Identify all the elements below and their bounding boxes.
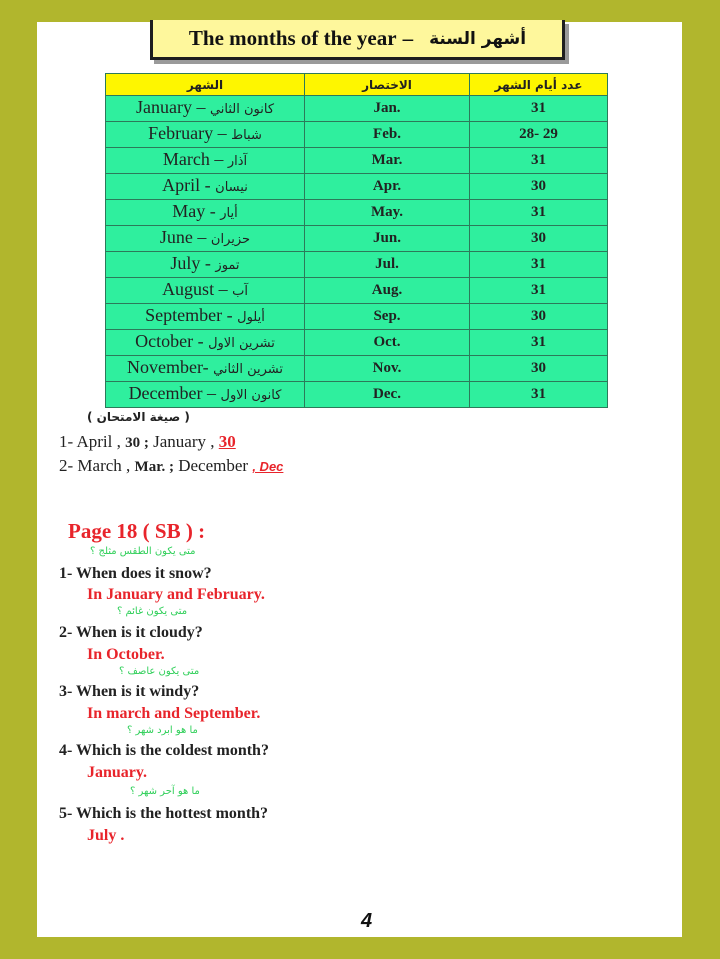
answer-1: In January and February.	[87, 586, 265, 603]
month-name-cell	[106, 226, 305, 252]
question-1	[59, 565, 212, 583]
abbr-cell: Jan.	[305, 96, 470, 122]
page-number: 4	[361, 910, 373, 932]
month-name-cell	[106, 252, 305, 278]
question-2	[59, 624, 203, 642]
abbr-cell: May.	[305, 200, 470, 226]
exam-format-title: ( صيغة الامتحان )	[87, 410, 190, 424]
days-cell: 31	[470, 382, 608, 408]
page-title	[150, 20, 565, 60]
table-row	[106, 330, 608, 356]
table-row	[106, 226, 608, 252]
table-row	[106, 304, 608, 330]
month-name-cell	[106, 278, 305, 304]
abbr-cell: Apr.	[305, 174, 470, 200]
question-text: Which is the coldest month?	[76, 742, 269, 759]
answer-3: In march and September.	[87, 705, 261, 722]
exam-text: January ,	[153, 432, 215, 451]
month-english: October -	[135, 331, 204, 351]
month-english: August –	[162, 279, 228, 299]
question-number: 2-	[59, 624, 73, 641]
days-cell: 30	[470, 304, 608, 330]
month-arabic: تموز	[215, 258, 240, 273]
month-arabic: آذار	[227, 154, 248, 169]
abbr-cell: Oct.	[305, 330, 470, 356]
header-abbr: الاختصار	[305, 74, 470, 96]
abbr-cell: Feb.	[305, 122, 470, 148]
question-text: When is it cloudy?	[76, 624, 203, 641]
days-cell: 30	[470, 174, 608, 200]
abbr-cell: Sep.	[305, 304, 470, 330]
table-row	[106, 174, 608, 200]
question-text: When is it windy?	[76, 683, 200, 700]
month-name-cell	[106, 330, 305, 356]
month-english: July -	[170, 253, 211, 273]
exam-line-2	[59, 456, 283, 476]
month-arabic: أيلول	[237, 310, 265, 325]
arabic-hint: متى يكون الطقس مثلج ؟	[90, 546, 196, 557]
document-page	[37, 22, 682, 937]
table-row	[106, 96, 608, 122]
exam-line-number: 1-	[59, 432, 74, 451]
month-arabic: تشرين الاول	[208, 336, 275, 351]
question-4	[59, 742, 269, 760]
table-row	[106, 148, 608, 174]
days-cell: 31	[470, 148, 608, 174]
days-cell: 31	[470, 200, 608, 226]
days-cell: 31	[470, 278, 608, 304]
month-name-cell	[106, 122, 305, 148]
month-arabic: أيار	[220, 206, 238, 221]
question-5	[59, 805, 268, 823]
month-arabic: آب	[232, 284, 248, 299]
month-name-cell	[106, 304, 305, 330]
month-arabic: كانون الاول	[220, 388, 282, 403]
month-arabic: حزيران	[210, 232, 251, 247]
abbr-cell: Aug.	[305, 278, 470, 304]
table-header-row	[106, 74, 608, 96]
days-cell: 31	[470, 252, 608, 278]
month-english: May -	[172, 201, 216, 221]
table-row	[106, 252, 608, 278]
exam-text: April ,	[76, 432, 121, 451]
header-days: عدد أيام الشهر	[470, 74, 608, 96]
exam-text-bold: 30 ;	[125, 435, 149, 451]
arabic-hint: متى يكون عاصف ؟	[119, 666, 200, 677]
question-number: 4-	[59, 742, 73, 759]
table-row	[106, 278, 608, 304]
answer-5: July .	[87, 827, 125, 844]
exam-line-number: 2-	[59, 456, 74, 475]
abbr-cell: Nov.	[305, 356, 470, 382]
abbr-cell: Jul.	[305, 252, 470, 278]
month-english: March –	[162, 149, 224, 169]
days-cell: 30	[470, 226, 608, 252]
month-arabic: تشرين الثاني	[213, 362, 284, 377]
abbr-cell: Jun.	[305, 226, 470, 252]
question-3	[59, 683, 199, 701]
exam-text-bold: Mar. ;	[134, 459, 174, 475]
days-cell: 30	[470, 356, 608, 382]
question-number: 5-	[59, 805, 73, 822]
table-row	[106, 200, 608, 226]
table-row	[106, 356, 608, 382]
month-english: June –	[159, 227, 207, 247]
question-text: Which is the hottest month?	[76, 805, 269, 822]
arabic-hint: ما هو آحر شهر ؟	[130, 786, 200, 797]
title-english: The months of the year	[188, 26, 397, 50]
month-english: April -	[162, 175, 211, 195]
question-text: When does it snow?	[76, 565, 212, 582]
month-name-cell	[106, 148, 305, 174]
month-arabic: كانون الثاني	[209, 102, 275, 117]
arabic-hint: ما هو ابرد شهر ؟	[127, 725, 198, 736]
table-row	[106, 122, 608, 148]
month-english: February –	[148, 123, 227, 143]
title-dash: –	[402, 26, 414, 50]
section-heading: Page 18 ( SB ) :	[68, 519, 206, 543]
exam-answer: 30	[218, 432, 236, 451]
abbr-cell: Mar.	[305, 148, 470, 174]
question-number: 3-	[59, 683, 73, 700]
table-row	[106, 382, 608, 408]
arabic-hint: متى يكون غائم ؟	[117, 606, 188, 617]
month-english: November-	[126, 357, 209, 377]
month-name-cell	[106, 174, 305, 200]
answer-4: January.	[87, 764, 148, 781]
month-name-cell	[106, 382, 305, 408]
month-english: September -	[145, 305, 233, 325]
month-name-cell	[106, 96, 305, 122]
month-arabic: شباط	[231, 128, 262, 143]
months-table	[105, 73, 608, 408]
exam-answer: , Dec	[252, 459, 284, 474]
month-english: January –	[135, 97, 206, 117]
abbr-cell: Dec.	[305, 382, 470, 408]
month-english: December –	[128, 383, 217, 403]
answer-2: In October.	[87, 646, 165, 663]
question-number: 1-	[59, 565, 73, 582]
days-cell: 31	[470, 330, 608, 356]
month-arabic: نيسان	[215, 180, 248, 195]
month-name-cell	[106, 200, 305, 226]
title-arabic: أشهر السنة	[429, 28, 527, 49]
days-cell: 31	[470, 96, 608, 122]
exam-text: December	[178, 456, 249, 475]
month-name-cell	[106, 356, 305, 382]
header-month: الشهر	[106, 74, 305, 96]
exam-text: March ,	[77, 456, 131, 475]
exam-line-1	[59, 432, 236, 452]
days-cell: 28- 29	[470, 122, 608, 148]
